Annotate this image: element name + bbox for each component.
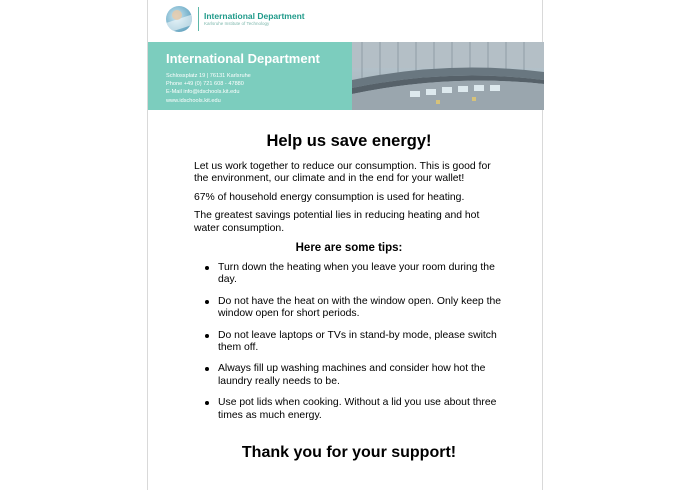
banner-address: Schlossplatz 19 | 76131 Karlsruhe [166, 73, 251, 79]
banner-title: International Department [166, 51, 320, 66]
banner-phone: Phone +49 (0) 721 608 - 47880 [166, 81, 244, 88]
tips-heading: Here are some tips: [295, 242, 403, 255]
banner-email: E-Mail info@idschools.kit.edu [166, 89, 240, 96]
savings-paragraph: The greatest savings potential lies in reducing heating and hot water consumption. [194, 210, 480, 234]
building-photo-image [352, 42, 544, 110]
tip-item: Do not leave laptops or TVs in stand-by mode, please switch them off. [194, 330, 504, 355]
tips-list [194, 262, 504, 422]
header-logo [166, 4, 305, 34]
logo-divider [198, 7, 199, 31]
tip-item: Always fill up washing machines and consider how hot the laundry really needs to be. [194, 363, 504, 388]
main-content [194, 132, 504, 462]
intro-paragraph: Let us work together to reduce our consumption. This is good for the environment, our climate and in the end for your wallet! [194, 161, 491, 185]
banner-web: www.idschools.kit.edu [166, 97, 221, 104]
logo-title: International Department [204, 10, 305, 21]
kit-logo-icon [166, 6, 192, 32]
tip-item: Do not have the heat on with the window open. Only keep the window open for short periods. [194, 296, 504, 321]
closing-message: Thank you for your support! [241, 444, 457, 462]
building-photo [352, 42, 544, 110]
tip-item: Use pot lids when cooking. Without a lid you use about three times as much energy. [194, 397, 504, 422]
logo-text [204, 12, 305, 27]
header-banner [148, 42, 544, 110]
heating-stat-paragraph: 67% of household energy consumption is used for heating. [194, 191, 465, 203]
banner-contact-info [166, 72, 251, 105]
document-page [147, 0, 543, 490]
page-title: Help us save energy! [266, 132, 432, 150]
tip-item: Turn down the heating when you leave your room during the day. [194, 262, 504, 287]
logo-subtitle: Karlsruhe Institute of Technology [204, 21, 270, 26]
banner-contact-panel [148, 42, 352, 110]
